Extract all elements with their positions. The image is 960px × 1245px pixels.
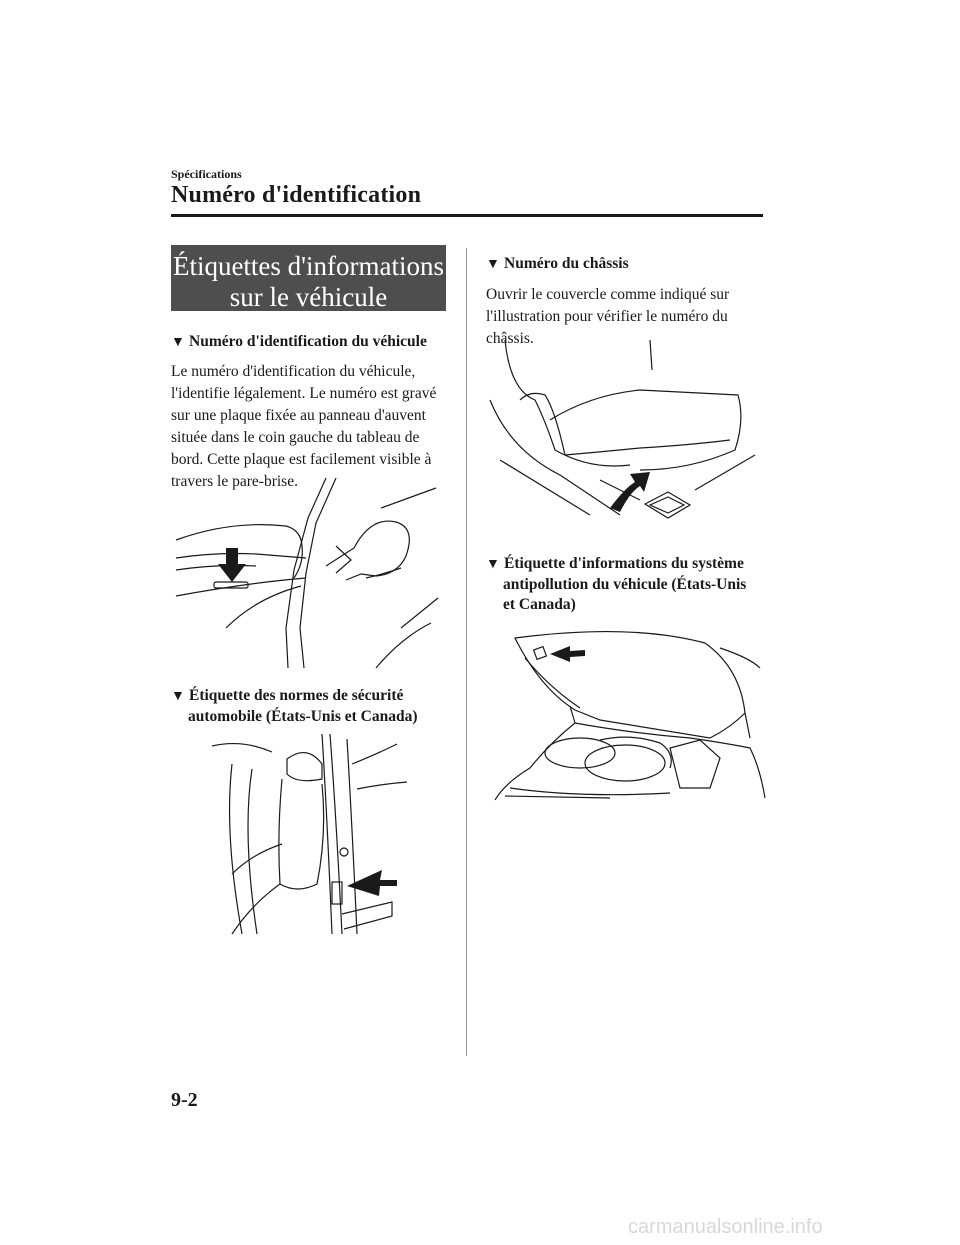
emission-label-heading [486, 554, 771, 615]
chassis-arrow-icon [610, 472, 650, 512]
triangle-bullet-icon: ▼ [171, 689, 185, 704]
door-pillar-illustration [212, 734, 412, 937]
page-number: 9-2 [171, 1089, 198, 1111]
vin-heading [171, 332, 461, 353]
engine-hood-illustration [490, 628, 770, 800]
safety-heading-line-1: Étiquette des normes de sécurité [189, 687, 404, 704]
emission-heading-line-3: et Canada) [503, 596, 576, 613]
banner-line-1: Étiquettes d'informations [172, 251, 445, 281]
chassis-heading [486, 254, 766, 275]
safety-label-heading [171, 686, 461, 727]
page-title: Numéro d'identification [171, 182, 422, 208]
chassis-heading-text: Numéro du châssis [504, 255, 629, 272]
section-label: Spécifications [171, 167, 242, 181]
title-rule [171, 214, 763, 217]
watermark-text: carmanualsonline.info [628, 1216, 823, 1238]
emission-heading-line-2: antipollution du véhicule (États-Unis [503, 576, 747, 593]
vin-heading-text: Numéro d'identification du véhicule [189, 333, 427, 350]
triangle-bullet-icon: ▼ [486, 557, 500, 572]
banner-line-2: sur le véhicule [229, 282, 388, 312]
safety-heading-line-2: automobile (États-Unis et Canada) [188, 708, 418, 725]
triangle-bullet-icon: ▼ [171, 335, 185, 350]
hood-arrow-icon [550, 646, 585, 662]
triangle-bullet-icon: ▼ [486, 257, 500, 272]
dashboard-vin-illustration [176, 478, 441, 670]
vin-body: Le numéro d'identification du véhicule, l'identifie légalement. Le numéro est gravé sur une plaque fixée au panneau d'auvent située dans le coin gauche du tableau de bord. Cette plaque est facilement visible à travers le pare-brise. [171, 363, 437, 490]
column-divider [466, 248, 467, 1056]
seat-chassis-illustration [490, 340, 760, 522]
section-banner [171, 245, 446, 311]
emission-heading-line-1: Étiquette d'informations du système [504, 555, 744, 572]
chassis-body: Ouvrir le couvercle comme indiqué sur l'illustration pour vérifier le numéro du châssis. [486, 286, 730, 347]
